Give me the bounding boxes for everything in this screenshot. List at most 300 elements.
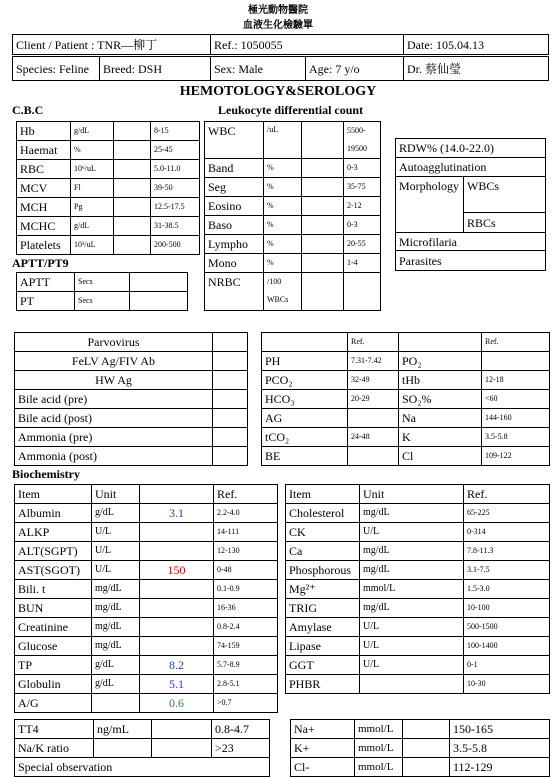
leuko-ref: 0-3 (344, 216, 381, 235)
bio-ref: 3.1-7.5 (464, 561, 550, 580)
bio-value: 3.1 (140, 504, 214, 523)
bio-item: Globulin (15, 675, 92, 694)
biochem-row (15, 504, 278, 523)
bio-item: Cholesterol (286, 504, 360, 523)
aptt-value (130, 273, 188, 292)
thyroid-item: Na/K ratio (15, 739, 94, 758)
cbc-item: MCV (17, 179, 71, 198)
cbc-ref: 39-50 (151, 179, 200, 198)
bio-ref: 500-1500 (464, 618, 550, 637)
bio-item: ALT(SGPT) (15, 542, 92, 561)
cbc-ref: 12.5-17.5 (151, 198, 200, 217)
bio-item: Creatinine (15, 618, 92, 637)
aptt-table (16, 272, 188, 311)
gas-ref: 32-49 (348, 371, 399, 390)
gas-ref (348, 409, 399, 428)
bio-value (140, 618, 214, 637)
bio-ref: 10-30 (464, 675, 550, 694)
biochem-left-table (14, 484, 278, 713)
bio-value-header (140, 485, 214, 504)
leuko-ref (344, 273, 381, 311)
aptt-unit: Secs (75, 273, 130, 292)
cbc-row (17, 179, 200, 198)
thyroid-unit (94, 739, 152, 758)
cbc-ref: 31-38.5 (151, 217, 200, 236)
leuko-unit (264, 273, 302, 311)
sex-field: Sex: Male (211, 57, 306, 81)
autoagglutination-label: Autoagglutination (396, 158, 546, 177)
leuko-unit: % (264, 254, 302, 273)
leuko-item: Baso (205, 216, 264, 235)
serology-item: Ammonia (pre) (15, 428, 213, 447)
cbc-unit: Fl (71, 179, 114, 198)
biochem-row (286, 561, 550, 580)
thyroid-unit: ng/mL (94, 720, 152, 739)
bio-unit (360, 675, 464, 694)
thyroid-item: TT4 (15, 720, 94, 739)
cbc-unit: % (71, 141, 114, 160)
electrolyte-unit: mmol/L (355, 720, 403, 739)
breed-field: Breed: DSH (100, 57, 211, 81)
serology-item: Parvovirus (15, 333, 213, 352)
biochem-row (286, 618, 550, 637)
biochem-row (286, 599, 550, 618)
bio-item: TRIG (286, 599, 360, 618)
bio-unit-header: Unit (92, 485, 140, 504)
gas-row (262, 428, 550, 447)
bio-unit: U/L (92, 561, 140, 580)
gas-row (262, 409, 550, 428)
leuko-row (205, 216, 381, 235)
cbc-value (114, 236, 151, 255)
leuko-ref: 20-55 (344, 235, 381, 254)
gas-blank (399, 333, 482, 352)
bio-unit: mg/dL (92, 637, 140, 656)
bio-item-header: Item (15, 485, 92, 504)
biochem-row (15, 561, 278, 580)
aptt-value (130, 292, 188, 311)
leuko-row (205, 159, 381, 178)
bio-item: Glucose (15, 637, 92, 656)
cbc-table (16, 121, 200, 255)
bio-unit: U/L (360, 618, 464, 637)
serology-value (213, 390, 248, 409)
electrolyte-row (291, 720, 550, 739)
bio-unit: U/L (92, 542, 140, 561)
leuko-unit: /uL (264, 122, 302, 159)
gas-item: SO₂% (399, 390, 482, 409)
bio-item: PHBR (286, 675, 360, 694)
serology-value (213, 447, 248, 466)
cbc-unit: g/dL (71, 122, 114, 141)
leuko-row (205, 254, 381, 273)
cbc-row (17, 217, 200, 236)
bio-item: Ca (286, 542, 360, 561)
serology-item: Ammonia (post) (15, 447, 213, 466)
cbc-unit: g/dL (71, 217, 114, 236)
bio-item: GGT (286, 656, 360, 675)
rdw-label: RDW% (14.0-22.0) (396, 139, 546, 158)
cbc-row (17, 198, 200, 217)
serology-row (15, 409, 248, 428)
leuko-row (205, 235, 381, 254)
cbc-row (17, 236, 200, 255)
electrolyte-row (291, 739, 550, 758)
bio-item: ALKP (15, 523, 92, 542)
serology-row (15, 428, 248, 447)
bio-value: 150 (140, 561, 214, 580)
thyroid-ref: >23 (212, 739, 270, 758)
bio-unit: U/L (360, 637, 464, 656)
cbc-value (114, 160, 151, 179)
cbc-ref: 8-15 (151, 122, 200, 141)
bio-item: AST(SGOT) (15, 561, 92, 580)
bio-unit: mg/dL (92, 580, 140, 599)
thyroid-table (14, 719, 270, 777)
electrolyte-item: Cl- (291, 758, 355, 777)
leuko-item: Lympho (205, 235, 264, 254)
gas-item: tCO₂ (262, 428, 348, 447)
morphology-table (395, 138, 546, 271)
leuko-title: Leukocyte differential count (218, 103, 364, 117)
gas-ref: 7.31-7.42 (348, 352, 399, 371)
aptt-item: PT (17, 292, 75, 311)
serology-item: FeLV Ag/FIV Ab (15, 352, 213, 371)
cbc-row (17, 122, 200, 141)
species-field: Species: Feline (13, 57, 100, 81)
bio-item: BUN (15, 599, 92, 618)
serology-value (213, 333, 248, 352)
biochem-row (15, 637, 278, 656)
leuko-table (204, 121, 381, 311)
electrolyte-unit: mmol/L (355, 758, 403, 777)
gas-item: Na (399, 409, 482, 428)
bio-value (140, 580, 214, 599)
gas-ref (482, 352, 550, 371)
bio-unit: mmol/L (360, 580, 464, 599)
gas-item: BE (262, 447, 348, 466)
biochem-row (15, 599, 278, 618)
bio-item: Phosphorous (286, 561, 360, 580)
biochem-right-table (285, 484, 550, 694)
biochem-row (15, 656, 278, 675)
electrolyte-value (403, 720, 450, 739)
cbc-ref: 25-45 (151, 141, 200, 160)
microfilaria-label: Microfilaria (396, 233, 546, 251)
cbc-value (114, 179, 151, 198)
serology-value (213, 409, 248, 428)
leuko-item: Eosino (205, 197, 264, 216)
form-title: 血液生化檢驗單 (243, 20, 313, 31)
cbc-item: RBC (17, 160, 71, 179)
cbc-ref: 5.0-11.0 (151, 160, 200, 179)
leuko-unit: % (264, 197, 302, 216)
bio-ref: 12-130 (214, 542, 278, 561)
wbc-ref-1: 5500- (347, 126, 366, 135)
nrbc-unit-2: WBCs (267, 295, 289, 304)
cbc-item: Haemat (17, 141, 71, 160)
bio-ref: 16-36 (214, 599, 278, 618)
bio-ref: 65-225 (464, 504, 550, 523)
leuko-item: Seg (205, 178, 264, 197)
thyroid-row (15, 720, 270, 739)
cbc-value (114, 198, 151, 217)
bio-item: Mg²⁺ (286, 580, 360, 599)
cbc-row (17, 141, 200, 160)
gas-row (262, 352, 550, 371)
leuko-value (302, 197, 344, 216)
thyroid-value (152, 720, 212, 739)
bio-item: TP (15, 656, 92, 675)
leuko-ref: 35-75 (344, 178, 381, 197)
biochemistry-title: Biochemistry (12, 467, 80, 481)
leuko-ref: 2-12 (344, 197, 381, 216)
bio-ref: 1.5-3.0 (464, 580, 550, 599)
thyroid-value (152, 739, 212, 758)
aptt-row (17, 273, 188, 292)
serology-item: Bile acid (pre) (15, 390, 213, 409)
bio-ref: 0-1 (464, 656, 550, 675)
electrolyte-ref: 112-129 (450, 758, 550, 777)
bio-unit: mg/dL (360, 561, 464, 580)
blood-gas-table (261, 332, 550, 466)
leuko-value (302, 216, 344, 235)
electrolyte-item: Na+ (291, 720, 355, 739)
ref-field: Ref.: 1050055 (211, 35, 404, 55)
gas-item: K (399, 428, 482, 447)
gas-item: tHb (399, 371, 482, 390)
gas-item: AG (262, 409, 348, 428)
doctor-field: Dr. 蔡仙瑩 (404, 57, 549, 81)
gas-ref: 3.5-5.8 (482, 428, 550, 447)
cbc-item: MCH (17, 198, 71, 217)
leuko-item: NRBC (205, 273, 264, 311)
bio-item: A/G (15, 694, 92, 713)
aptt-unit: Secs (75, 292, 130, 311)
bio-ref: 0-48 (214, 561, 278, 580)
date-field: Date: 105.04.13 (404, 35, 549, 55)
gas-row (262, 390, 550, 409)
gas-item: PO₂ (399, 352, 482, 371)
bio-item: Bili. t (15, 580, 92, 599)
biochem-row (286, 523, 550, 542)
bio-ref-header: Ref. (214, 485, 278, 504)
gas-ref: <60 (482, 390, 550, 409)
bio-unit: U/L (360, 656, 464, 675)
leuko-value (302, 159, 344, 178)
cbc-ref: 200-500 (151, 236, 200, 255)
thyroid-ref: 0.8-4.7 (212, 720, 270, 739)
electrolyte-table (290, 719, 550, 777)
cbc-item: Platelets (17, 236, 71, 255)
cbc-value (114, 217, 151, 236)
serology-value (213, 428, 248, 447)
client-field: Client / Patient : TNR—柳丁 (13, 35, 211, 55)
bio-unit: g/dL (92, 504, 140, 523)
special-observation-label: Special observation (15, 758, 270, 777)
bio-ref: 100-1400 (464, 637, 550, 656)
bio-ref: 0.8-2.4 (214, 618, 278, 637)
bio-ref: 10-100 (464, 599, 550, 618)
leuko-value (302, 254, 344, 273)
leuko-value (302, 273, 344, 311)
bio-item: Albumin (15, 504, 92, 523)
serology-item: HW Ag (15, 371, 213, 390)
bio-unit: mg/dL (92, 599, 140, 618)
thyroid-row (15, 758, 270, 777)
bio-unit-header: Unit (360, 485, 464, 504)
cbc-value (114, 141, 151, 160)
bio-item: CK (286, 523, 360, 542)
biochem-row (286, 637, 550, 656)
gas-item: Cl (399, 447, 482, 466)
electrolyte-ref: 150-165 (450, 720, 550, 739)
leuko-value (302, 235, 344, 254)
biochem-row (286, 580, 550, 599)
biochem-row (286, 656, 550, 675)
gas-ref-header: Ref. (482, 333, 550, 352)
rbcs-label: RBCs (464, 213, 546, 233)
parasites-label: Parasites (396, 251, 546, 271)
gas-ref: 144-160 (482, 409, 550, 428)
bio-ref: 2.8-5.1 (214, 675, 278, 694)
serology-row (15, 352, 248, 371)
leuko-unit: % (264, 178, 302, 197)
bio-item: Lipase (286, 637, 360, 656)
bio-ref: >0.7 (214, 694, 278, 713)
bio-value: 8.2 (140, 656, 214, 675)
leuko-value (302, 122, 344, 159)
gas-ref-header: Ref. (348, 333, 399, 352)
biochem-row (286, 675, 550, 694)
leuko-unit: % (264, 216, 302, 235)
wbcs-label: WBCs (464, 177, 546, 213)
leuko-row (205, 197, 381, 216)
serology-row (15, 333, 248, 352)
serology-value (213, 371, 248, 390)
electrolyte-unit: mmol/L (355, 739, 403, 758)
cbc-item: MCHC (17, 217, 71, 236)
serology-value (213, 352, 248, 371)
bio-value (140, 542, 214, 561)
bio-item-header: Item (286, 485, 360, 504)
biochem-row (15, 523, 278, 542)
bio-unit: U/L (360, 523, 464, 542)
aptt-row (17, 292, 188, 311)
bio-value (140, 599, 214, 618)
gas-ref: 20-29 (348, 390, 399, 409)
bio-unit: mg/dL (360, 504, 464, 523)
nrbc-unit-1: /100 (267, 277, 282, 286)
gas-item: HCO₃ (262, 390, 348, 409)
electrolyte-value (403, 739, 450, 758)
leuko-value (302, 178, 344, 197)
leuko-ref (344, 122, 381, 159)
electrolyte-row (291, 758, 550, 777)
gas-item: PCO₂ (262, 371, 348, 390)
bio-value (140, 523, 214, 542)
leuko-ref: 1-4 (344, 254, 381, 273)
bio-ref: 0-314 (464, 523, 550, 542)
bio-unit: U/L (92, 523, 140, 542)
biochem-row (15, 618, 278, 637)
bio-ref: 74-159 (214, 637, 278, 656)
serology-row (15, 390, 248, 409)
bio-ref: 7.8-11.3 (464, 542, 550, 561)
leuko-item: Mono (205, 254, 264, 273)
bio-value: 5.1 (140, 675, 214, 694)
leuko-row (205, 178, 381, 197)
cbc-unit: 10³/uL (71, 236, 114, 255)
leuko-item: Band (205, 159, 264, 178)
patient-info-table-2 (12, 56, 549, 81)
biochem-row (15, 580, 278, 599)
bio-unit: g/dL (92, 675, 140, 694)
bio-unit (92, 694, 140, 713)
bio-unit: g/dL (92, 656, 140, 675)
bio-value: 0.6 (140, 694, 214, 713)
bio-ref: 2.2-4.0 (214, 504, 278, 523)
gas-ref: 12-18 (482, 371, 550, 390)
leuko-unit: % (264, 159, 302, 178)
bio-unit: mg/dL (360, 599, 464, 618)
gas-blank (262, 333, 348, 352)
bio-ref: 14-111 (214, 523, 278, 542)
biochem-row (286, 504, 550, 523)
cbc-unit: 10⁶/uL (71, 160, 114, 179)
serology-item: Bile acid (post) (15, 409, 213, 428)
aptt-title: APTT/PT9 (12, 256, 69, 270)
wbc-ref-2: 19500 (347, 144, 367, 153)
biochem-row (15, 542, 278, 561)
bio-ref-header: Ref. (464, 485, 550, 504)
biochem-row (286, 542, 550, 561)
serology-table (14, 332, 248, 466)
aptt-item: APTT (17, 273, 75, 292)
electrolyte-value (403, 758, 450, 777)
electrolyte-item: K+ (291, 739, 355, 758)
bio-ref: 5.7-8.9 (214, 656, 278, 675)
gas-ref: 109-122 (482, 447, 550, 466)
biochem-row (15, 675, 278, 694)
gas-row (262, 371, 550, 390)
electrolyte-ref: 3.5-5.8 (450, 739, 550, 758)
gas-row (262, 447, 550, 466)
serology-row (15, 447, 248, 466)
gas-ref (348, 447, 399, 466)
serology-row (15, 371, 248, 390)
leuko-ref: 0-3 (344, 159, 381, 178)
main-title: HEMOTOLOGY&SEROLOGY (179, 84, 377, 99)
bio-unit: mg/dL (360, 542, 464, 561)
gas-item: PH (262, 352, 348, 371)
biochem-row (15, 694, 278, 713)
bio-ref: 0.1-0.9 (214, 580, 278, 599)
patient-info-table (12, 34, 549, 55)
cbc-unit: Pg (71, 198, 114, 217)
gas-ref: 24-48 (348, 428, 399, 447)
cbc-title: C.B.C (12, 103, 44, 117)
leuko-unit: % (264, 235, 302, 254)
bio-value (140, 637, 214, 656)
bio-unit: mg/dL (92, 618, 140, 637)
leuko-item: WBC (205, 122, 264, 159)
bio-item: Amylase (286, 618, 360, 637)
morphology-label: Morphology (396, 177, 464, 233)
cbc-value (114, 122, 151, 141)
hospital-name: 極光動物醫院 (248, 5, 308, 16)
cbc-row (17, 160, 200, 179)
